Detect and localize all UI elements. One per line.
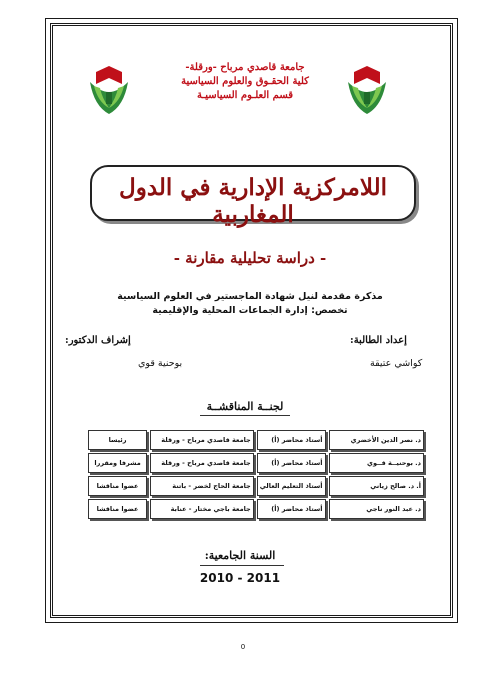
supervisor-name: بوحنية قوي bbox=[138, 358, 183, 369]
member-university: جامعة قاصدي مرباح - ورقلة bbox=[150, 453, 254, 473]
academic-year-label: السنة الجامعية: bbox=[204, 549, 276, 562]
member-name: د. بوحنيــة قــوي bbox=[329, 453, 425, 473]
member-name: د. عبد النور ناجي bbox=[329, 499, 425, 519]
member-university: جامعة باجي مختار - عنابة bbox=[150, 499, 254, 519]
member-rank: أستاذ التعليم العالي bbox=[257, 476, 326, 496]
committee-underline bbox=[200, 415, 290, 416]
table-row bbox=[88, 453, 424, 473]
member-role: مشرفا ومقررا bbox=[88, 453, 147, 473]
student-label: إعداد الطالبة: bbox=[350, 335, 407, 346]
academic-year-value: 2010 - 2011 bbox=[199, 571, 281, 585]
member-role: عضوا مناقشا bbox=[88, 476, 147, 496]
table-row bbox=[88, 499, 424, 519]
specialty-line: تخصص: إدارة الجماعات المحلية والإقليمية bbox=[152, 305, 348, 316]
member-rank: أستاذ محاضر (أ) bbox=[257, 453, 326, 473]
page-number: 0 bbox=[240, 643, 246, 651]
thesis-subtitle: - دراسة تحليلية مقارنة - bbox=[173, 249, 327, 267]
committee-table bbox=[85, 427, 427, 522]
faculty-name: كلية الحقـوق والعلوم السياسية bbox=[181, 76, 309, 87]
university-logo-right bbox=[342, 62, 392, 118]
thesis-title: اللامركزية الإدارية في الدول المغاربية bbox=[119, 174, 387, 228]
member-rank: أستاذ محاضر (أ) bbox=[257, 499, 326, 519]
table-row bbox=[88, 476, 424, 496]
member-name: أ. د. صالح زياني bbox=[329, 476, 425, 496]
academic-year-underline bbox=[200, 565, 284, 566]
memo-line: مذكرة مقدمة لنيل شهادة الماجستير في العلوم السياسية bbox=[117, 291, 383, 302]
member-university: جامعة الحاج لخضر - باتنة bbox=[150, 476, 254, 496]
member-university: جامعة قاصدي مرباح - ورقلة bbox=[150, 430, 254, 450]
member-name: د. نصر الدين الأخضري bbox=[329, 430, 425, 450]
university-logo-left bbox=[84, 62, 134, 118]
university-name: جامعة قاصدي مرباح -ورقلة- bbox=[185, 62, 305, 73]
member-role: عضوا مناقشا bbox=[88, 499, 147, 519]
department-name: قسم العلـوم السياسيـة bbox=[196, 90, 294, 101]
supervisor-label: إشراف الدكتور: bbox=[65, 335, 131, 346]
student-name: كواشي عتيقة bbox=[370, 358, 423, 369]
member-rank: أستاذ محاضر (أ) bbox=[257, 430, 326, 450]
member-role: رئيسا bbox=[88, 430, 147, 450]
table-row bbox=[88, 430, 424, 450]
committee-title: لجنــة المناقشــة bbox=[206, 400, 284, 413]
